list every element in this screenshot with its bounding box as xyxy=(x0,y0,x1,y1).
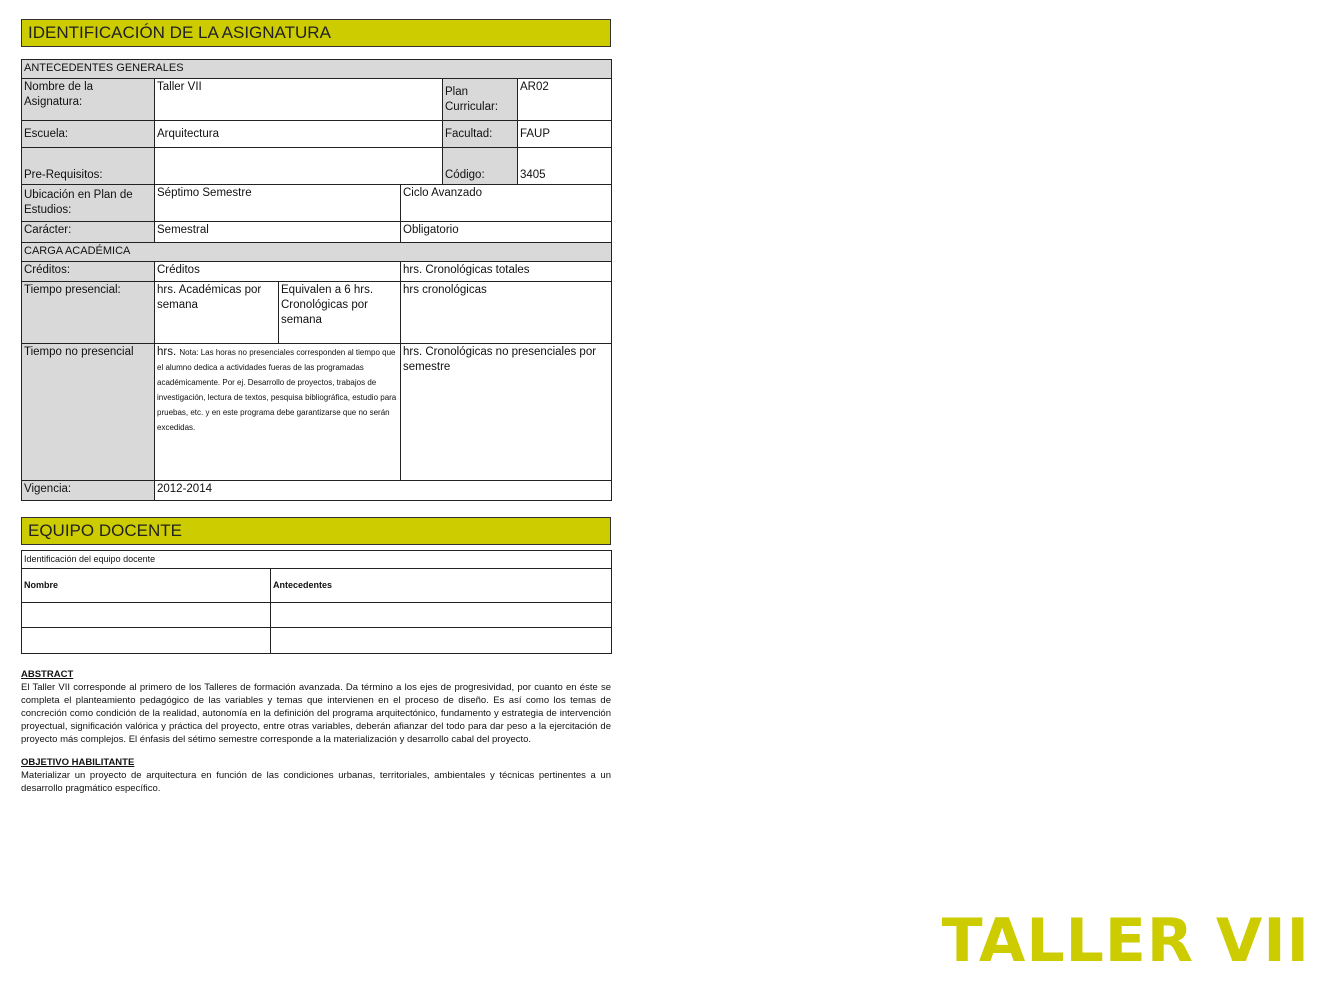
prereq-value xyxy=(155,148,443,185)
abstract-section xyxy=(21,668,611,795)
no-presencial-cell xyxy=(155,344,401,481)
band-antecedentes: ANTECEDENTES GENERALES xyxy=(22,60,612,79)
band-carga: CARGA ACADÉMICA xyxy=(22,243,612,262)
hrs-totales: hrs. Cronológicas totales xyxy=(401,262,612,282)
creditos-value: Créditos xyxy=(155,262,401,282)
caracter-value: Semestral xyxy=(155,222,401,243)
obligatorio-value: Obligatorio xyxy=(401,222,612,243)
no-presencial-label: Tiempo no presencial xyxy=(22,344,155,481)
objetivo-text: Materializar un proyecto de arquitectura en función de las condiciones urbanas, territoriales, ambientales y técnicas pertinentes a un desarrollo pragmático específico. xyxy=(21,770,611,794)
objetivo-title: OBJETIVO HABILITANTE xyxy=(21,757,135,768)
section-header-identificacion: IDENTIFICACIÓN DE LA ASIGNATURA xyxy=(21,19,611,47)
equipo-band: Identificación del equipo docente xyxy=(22,551,612,569)
no-presencial-hrs: hrs. xyxy=(157,346,180,358)
no-presencial-total: hrs. Cronológicas no presenciales por semestre xyxy=(401,344,612,481)
col-antecedentes: Antecedentes xyxy=(271,569,612,603)
no-presencial-note: Nota: Las horas no presenciales corresponden al tiempo que el alumno dedica a actividades fueras de las programadas académicamente. Por ej. Desarrollo de proyectos, trabajos de investigación, lectura de textos, pesquisa bibliográfica, estudio para pruebas, etc. y en este programa debe garantizarse que no serán excedidas. xyxy=(157,348,397,432)
prereq-label: Pre-Requisitos: xyxy=(22,148,155,185)
facultad-label: Facultad: xyxy=(443,121,518,148)
table-cell xyxy=(271,628,612,654)
nombre-label: Nombre de la Asignatura: xyxy=(22,79,155,121)
ubicacion-value: Séptimo Semestre xyxy=(155,185,401,222)
hrs-cronologicas: hrs cronológicas xyxy=(401,282,612,344)
presencial-label: Tiempo presencial: xyxy=(22,282,155,344)
vigencia-label: Vigencia: xyxy=(22,481,155,501)
table-cell xyxy=(271,603,612,628)
presencial-value: hrs. Académicas por semana xyxy=(155,282,279,344)
page-title: TALLER VII xyxy=(941,906,1310,976)
col-nombre: Nombre xyxy=(22,569,271,603)
document xyxy=(21,19,611,805)
plan-label: Plan Curricular: xyxy=(443,79,518,121)
abstract-title: ABSTRACT xyxy=(21,669,74,680)
codigo-value: 3405 xyxy=(518,148,612,185)
table-cell xyxy=(22,628,271,654)
equivalen-value: Equivalen a 6 hrs. Cronológicas por semana xyxy=(279,282,401,344)
section-header-equipo: EQUIPO DOCENTE xyxy=(21,517,611,545)
creditos-label: Créditos: xyxy=(22,262,155,282)
plan-value: AR02 xyxy=(518,79,612,121)
equipo-table xyxy=(21,550,612,654)
vigencia-value: 2012-2014 xyxy=(155,481,612,501)
abstract-text: El Taller VII corresponde al primero de los Talleres de formación avanzada. Da término a los ejes de progresividad, por cuanto en éste se completa el planteamiento pedagógico de las variables y temas que intervienen en el proceso de diseño. Es así como los temas de concreción como condición de la realidad, autonomía en la definición del programa arquitectónico, fundamento y estrategia de intervención proyectual, significación valórica y práctica del proyecto, entre otras variables, deberán afianzar del todo para dar peso a la ejercitación de proyecto más complejos. El énfasis del sétimo semestre corresponde a la materialización y desarrollo cabal del proyecto. xyxy=(21,682,611,745)
identificacion-table xyxy=(21,59,612,501)
codigo-label: Código: xyxy=(443,148,518,185)
caracter-label: Carácter: xyxy=(22,222,155,243)
facultad-value: FAUP xyxy=(518,121,612,148)
nombre-value: Taller VII xyxy=(155,79,443,121)
ubicacion-label: Ubicación en Plan de Estudios: xyxy=(22,185,155,222)
table-cell xyxy=(22,603,271,628)
escuela-label: Escuela: xyxy=(22,121,155,148)
ciclo-value: Ciclo Avanzado xyxy=(401,185,612,222)
escuela-value: Arquitectura xyxy=(155,121,443,148)
